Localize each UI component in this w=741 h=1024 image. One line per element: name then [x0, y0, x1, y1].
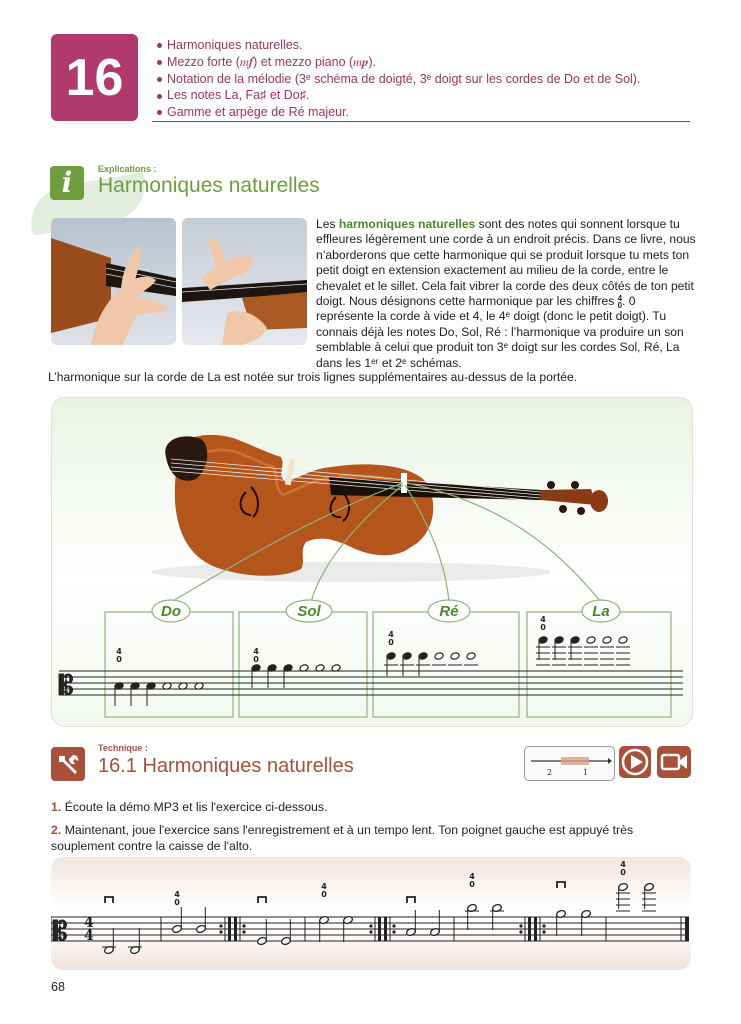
chapter-number-badge	[51, 34, 138, 121]
repeat-bar	[528, 917, 531, 941]
bullet-icon	[157, 43, 162, 48]
explanation-text: Les harmoniques naturelles sont des notes qui sonnent lorsque tu effleures légèrement une corde à un endroit précis. Dans ce livre, nous n’aborderons que cette harmonique qui se produit lorsque tu mets ton petit doigt en extension exactement au milieu de la corde, entre le chevalet et le sillet. Cela fait vibrer la corde des deux côtés de ton petit doigt. Nous désignons cette harmonique par les chiffres 4 0 . 0 représente la corde à vide et 4, le 4ᵉ doigt (donc le petit doigt). Tu connais déjà les notes Do, Sol, Ré : l’harmonique va produire un son semblable à celui que produit ton 3ᵉ doigt sur les cordes Sol, Ré, La dans les 1ᵉʳ et 2ᵉ schémas.	[316, 217, 696, 370]
time-signature-bottom: 4	[84, 928, 94, 944]
technique-title: 16.1 Harmoniques naturelles	[98, 755, 354, 777]
repeat-bar	[228, 917, 231, 941]
note-head	[281, 936, 292, 945]
topic-item: Les notes La, Fa♯ et Do♯.	[157, 87, 697, 104]
note-head	[586, 636, 596, 645]
section-title: Harmoniques naturelles	[98, 174, 320, 197]
note-head	[450, 652, 460, 661]
exercise-notes	[51, 860, 689, 955]
violin-illustration	[151, 435, 608, 582]
down-bow-icon	[557, 882, 565, 888]
note-head	[434, 652, 444, 661]
final-bar	[685, 917, 689, 941]
topic-item: Mezzo forte (𝆐𝆑) et mezzo piano (𝆐𝆏).	[157, 54, 697, 71]
alto-clef-icon: 𝄡	[53, 917, 68, 947]
repeat-dot	[542, 924, 545, 927]
chapter-topics-list	[157, 37, 697, 121]
bullet-icon	[157, 77, 162, 82]
time-signature-top: 4	[84, 915, 94, 931]
technique-label: Technique :	[98, 743, 148, 753]
repeat-dot	[519, 930, 522, 933]
fingering-top: 4	[540, 615, 546, 624]
note-head	[570, 636, 580, 645]
label-do: Do	[161, 603, 181, 620]
note-head	[618, 636, 628, 645]
note-head	[386, 652, 396, 661]
note-head	[618, 882, 629, 891]
bow-mark: 1	[583, 768, 589, 777]
fingering-top: 4	[321, 882, 327, 891]
repeat-bar	[234, 917, 237, 941]
note-head	[402, 652, 412, 661]
fingering-bottom: 0	[253, 655, 259, 664]
fingering-bottom: 0	[469, 880, 475, 889]
repeat-dot	[542, 930, 545, 933]
label-sol: Sol	[297, 603, 321, 620]
repeat-dot	[219, 930, 222, 933]
fingering-top: 4	[388, 630, 394, 639]
repeat-dot	[219, 924, 222, 927]
note-head	[257, 936, 268, 945]
topic-item: Gamme et arpège de Ré majeur.	[157, 104, 697, 121]
note-head	[644, 882, 655, 891]
exercise-score	[51, 857, 691, 970]
fingering-top: 4	[620, 860, 626, 869]
bow-mark: 2	[547, 768, 553, 777]
violin-diagram	[51, 397, 691, 725]
note-head	[466, 652, 476, 661]
note-head	[196, 924, 207, 933]
explanation-note: L’harmonique sur la corde de La est notée sur trois lignes supplémentaires au-dessus de la portée.	[48, 370, 578, 384]
down-bow-icon	[407, 897, 415, 903]
repeat-bar	[384, 917, 387, 941]
wrench-icon	[51, 747, 85, 781]
highlight-term: harmoniques naturelles	[338, 217, 476, 231]
alto-clef-icon: 𝄡	[59, 671, 74, 701]
fingering-bottom: 0	[388, 638, 394, 647]
down-bow-icon	[258, 897, 266, 903]
repeat-dot	[519, 924, 522, 927]
fingering-bottom: 0	[321, 890, 327, 899]
bullet-icon	[157, 110, 162, 115]
exercise-staff	[51, 917, 689, 941]
bullet-icon	[157, 94, 162, 99]
fingering-fraction: 4 0	[617, 293, 623, 310]
info-icon: i	[50, 166, 84, 200]
fingering-top: 4	[174, 890, 180, 899]
string-labels	[152, 600, 620, 622]
note-head	[418, 652, 428, 661]
page-number: 68	[51, 980, 65, 994]
fingering-top: 4	[253, 647, 259, 656]
harmonic-notes	[114, 615, 630, 706]
photo-harmonic-fingering	[182, 218, 307, 345]
repeat-dot	[369, 930, 372, 933]
repeat-dot	[392, 924, 395, 927]
fingering-bottom: 0	[116, 655, 122, 664]
note-head	[554, 636, 564, 645]
note-head	[172, 924, 183, 933]
repeat-dot	[369, 924, 372, 927]
repeat-dot	[242, 930, 245, 933]
bow-distribution-icon	[524, 746, 615, 781]
fingering-top: 4	[116, 647, 122, 656]
chapter-number: 16	[65, 48, 124, 107]
down-bow-icon	[105, 897, 113, 903]
play-video-button[interactable]	[656, 745, 692, 779]
label-la: La	[592, 603, 610, 620]
topic-item: Harmoniques naturelles.	[157, 37, 697, 54]
repeat-dot	[392, 930, 395, 933]
note-head	[602, 636, 612, 645]
note-head	[538, 636, 548, 645]
fingering-bottom: 0	[174, 898, 180, 907]
play-audio-button[interactable]	[618, 745, 652, 779]
fingering-bottom: 0	[620, 868, 626, 877]
fingering-top: 4	[469, 872, 475, 881]
fingering-bottom: 0	[540, 623, 546, 632]
repeat-bar	[378, 917, 381, 941]
instruction-step: 1. Écoute la démo MP3 et lis l'exercice ci-dessous.	[51, 800, 328, 814]
repeat-dot	[242, 924, 245, 927]
photo-hand-on-neck	[51, 218, 176, 345]
label-re: Ré	[439, 603, 459, 620]
bullet-icon	[157, 60, 162, 65]
repeat-bar	[534, 917, 537, 941]
topic-item: Notation de la mélodie (3ᵉ schéma de doigté, 3ᵉ doigt sur les cordes de Do et de Sol).	[157, 71, 697, 88]
instruction-step: 2. Maintenant, joue l'exercice sans l'enregistrement et à un tempo lent. Ton poignet gauche est appuyé très souplement contre la caisse de l'alto.	[51, 823, 634, 853]
header-divider	[152, 121, 690, 122]
section-label: Explications :	[98, 164, 157, 174]
